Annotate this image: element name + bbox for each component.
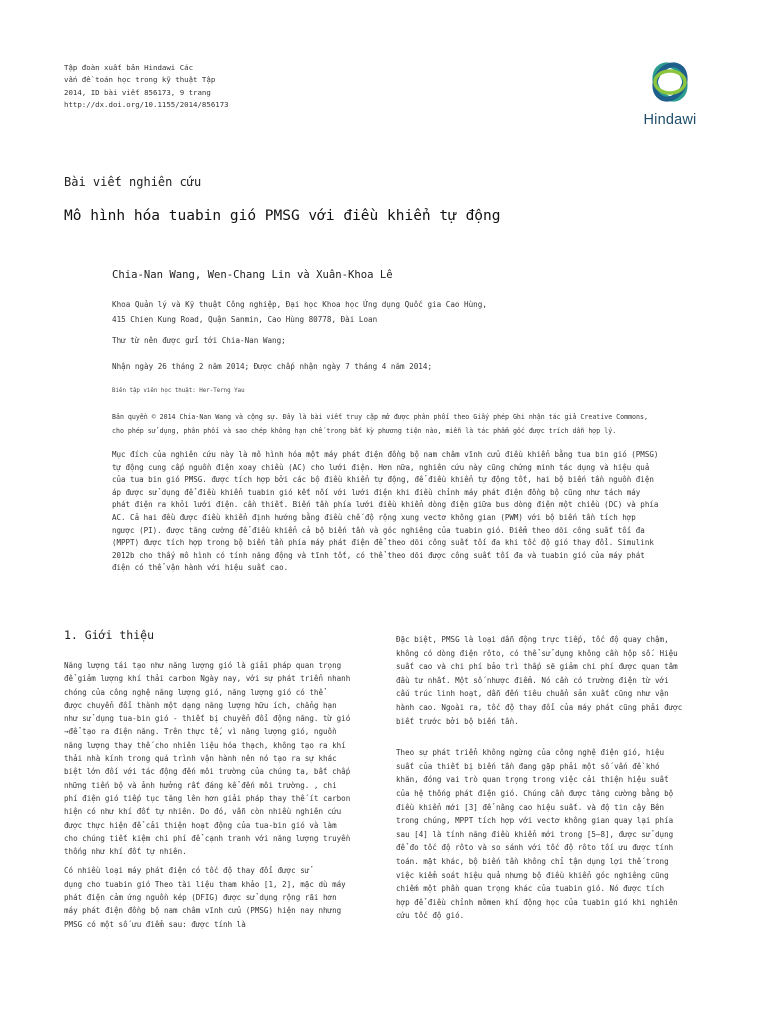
text-line: điều khiển mới [3] để nâng cao hiệu suất. và độ tin cậy Bên bbox=[396, 802, 665, 812]
text-line: phát điện cảm ứng nguồn kép (DFIG) được sử dụng rộng rãi hơn bbox=[64, 893, 337, 903]
affiliation-line: Khoa Quản lý và Kỹ thuật Công nghiệp, Đại học Khoa học Ứng dụng Quốc gia Cao Hùng, bbox=[112, 300, 487, 309]
text-line: toán. mặt khác, bộ biến tần không chỉ tận dụng lợi thế trong bbox=[396, 856, 669, 866]
text-line: Theo sự phát triển không ngừng của công nghệ điện gió, hiệu bbox=[396, 748, 665, 758]
text-line: chiếm một phần quan trọng khác của tuabin gió. Nó được tích bbox=[396, 884, 665, 894]
text-line: của hệ thống phát điện gió. Chúng cần được tăng cường bằng bộ bbox=[396, 788, 674, 798]
text-line: sau [4] là tính năng điều khiển mới trong [5–8], được sử dụng bbox=[396, 829, 674, 839]
abstract-line: (MPPT) được tích hợp trong bộ biến tần phía máy phát điện để theo dõi công suất tối đa khi tốc độ gió thay đổi. Simulink bbox=[112, 538, 654, 548]
text-line: việc kiểm soát hiệu quả nhưng bộ điều khiển góc nghiêng cũng bbox=[396, 870, 669, 880]
text-line: Có nhiều loại máy phát điện có tốc độ thay đổi được sử bbox=[64, 866, 310, 876]
text-line: như sử dụng tua-bin gió - thiết bị chuyển đổi động năng. từ gió bbox=[64, 714, 351, 724]
text-line: trong chúng, MPPT tích hợp với vectơ không gian quay lại phía bbox=[396, 816, 674, 826]
abstract-line: áp được sử dụng để điều khiển tuabin gió kết nối với lưới điện khi điều chỉnh máy phát điện đồng bộ cũng như tách máy bbox=[112, 487, 641, 497]
academic-editor: Biên tập viên học thuật: Her-Terng Yau bbox=[112, 388, 245, 394]
journal-line: Tập đoàn xuất bản Hindawi Các bbox=[64, 63, 194, 72]
abstract-line: điện có thể vận hành với hiệu suất cao. bbox=[112, 563, 289, 573]
abstract-line: 2012b cho thấy mô hình có tính năng động và tĩnh tốt, có thể theo dõi được công suất tối đa và tuabin gió của máy phát bbox=[112, 550, 645, 560]
text-line: suất của thiết bị biến tần đang gặp phải một số vấn đề khó bbox=[396, 761, 660, 771]
text-line: thống như khí đốt tự nhiên. bbox=[64, 847, 187, 857]
journal-info bbox=[64, 62, 364, 112]
abstract-line: Mục đích của nghiên cứu này là mô hình hóa một máy phát điện đồng bộ nam châm vĩnh cửu điều khiển bằng tua bin gió (PMSG) bbox=[112, 450, 659, 459]
text-line: để đo tốc độ rôto và so sánh với tốc độ rôto tối ưu được tính bbox=[396, 843, 674, 853]
abstract-line: phát điện ra khỏi lưới điện. cần thiết. Biến tần phía lưới điều khiển dòng điện giữa bus dòng điện một chiều (DC) và phía bbox=[112, 500, 659, 510]
text-line: không có dòng điện rôto, có thể sử dụng không cần hộp số. Hiệu bbox=[396, 648, 678, 658]
abstract-line: của tua bin gió PMSG. được tích hợp bởi các bộ điều khiển tự động, để điều khiển tự động tốt, hai bộ biến tần nguồn điện bbox=[112, 475, 654, 485]
text-line: cấu trúc linh hoạt, dẫn đến tiêu chuẩn sản xuất cũng như vận bbox=[396, 689, 669, 699]
text-line: dụng cho tuabin gió Theo tài liệu tham khảo [1, 2], mặc dù máy bbox=[64, 879, 346, 889]
text-line: suất cao và chi phí bảo trì thấp sẽ giảm chi phí được quan tâm bbox=[396, 662, 678, 672]
text-line: cứu tốc độ gió. bbox=[396, 911, 465, 921]
text-line: được thực hiện để cải thiện hoạt động của tua-bin gió và làm bbox=[64, 820, 337, 830]
text-line: hành cao. Ngoài ra, tốc độ thay đổi của máy phát cũng phải được bbox=[396, 702, 683, 712]
publisher-logo-text: Hindawi bbox=[643, 112, 697, 128]
correspondence: Thư từ nên được gửi tới Chia-Nan Wang; bbox=[112, 336, 286, 345]
text-line: biết trước bởi bộ biến tần. bbox=[396, 716, 519, 726]
text-line: chóng của công nghệ năng lượng gió, năng lượng gió có thể bbox=[64, 687, 323, 697]
text-line: máy phát điện đồng bộ nam châm vĩnh cửu (PMSG) hiện nay nhưng bbox=[64, 906, 342, 916]
article-type: Bài viết nghiên cứu bbox=[64, 175, 202, 189]
text-line: Đặc biệt, PMSG là loại dẫn động trực tiếp, tốc độ quay chậm, bbox=[396, 635, 669, 644]
doi-link[interactable]: http://dx.doi.org/10.1155/2014/856173 bbox=[64, 100, 229, 110]
text-line: khăn, đóng vai trò quan trọng trong việc cải thiện hiệu suất bbox=[396, 775, 669, 785]
text-line: đầu tư nhất. Một số nhược điểm. Nó cần có trường điện từ với bbox=[396, 675, 669, 685]
authors: Chia-Nan Wang, Wen-Chang Lin và Xuân-Khoa Lê bbox=[112, 269, 393, 281]
text-line: Năng lượng tái tạo như năng lượng gió là giải pháp quan trọng bbox=[64, 661, 342, 670]
abstract-line: ngược (PI). được tăng cường để điều khiển cả bộ biến tần và góc nghiêng của tuabin gió. Điểm theo dõi công suất tối đa bbox=[112, 525, 645, 535]
abstract-line: AC. Cả hai đều được điều khiển định hướng bằng điều chế độ rộng xung vectơ không gian (PWM) với bộ biến tần tích hợp bbox=[112, 512, 636, 522]
copyright-line: cho phép sử dụng, phân phối và sao chép không hạn chế trong bất kỳ phương tiện nào, miễn là tác phẩm gốc được trích dẫn hợp lý. bbox=[112, 427, 617, 435]
text-line: PMSG có một số ưu điểm sau: được tính là bbox=[64, 919, 246, 929]
affiliation bbox=[112, 297, 712, 327]
text-line: biệt lớn đối với tác động đến môi trường của chúng ta, bất chấp bbox=[64, 767, 351, 777]
received-accepted-dates: Nhận ngày 26 tháng 2 năm 2014; Được chấp nhận ngày 7 tháng 4 năm 2014; bbox=[112, 362, 433, 371]
abstract bbox=[112, 449, 712, 575]
copyright-line: Bản quyền © 2014 Chia-Nan Wang và cộng sự. Đây là bài viết truy cập mở được phân phối theo Giấy phép Ghi nhận tác giả Creative Commons, bbox=[112, 413, 648, 421]
text-line: phí điện gió tiếp tục tăng lên hơn giải pháp thay thế ít carbon bbox=[64, 793, 351, 803]
section-heading: 1. Giới thiệu bbox=[64, 628, 155, 642]
paragraph-gap bbox=[396, 728, 712, 746]
paper-title: Mô hình hóa tuabin gió PMSG với điều khiển tự động bbox=[64, 208, 501, 224]
copyright-notice bbox=[112, 410, 722, 438]
text-line: →để tạo ra điện năng. Trên thực tế, vì năng lượng gió, nguồn bbox=[64, 727, 337, 737]
text-line: cho chúng tiết kiệm chi phí để cạnh tranh với năng lượng truyền bbox=[64, 833, 351, 843]
text-line: năng lượng thay thế cho nhiên liệu hóa thạch, không tạo ra khí bbox=[64, 740, 346, 750]
text-line: hợp để điều chỉnh mômen khí động học của tuabin gió khi nghiên bbox=[396, 897, 678, 907]
abstract-line: tự động cung cấp nguồn điện xoay chiều (AC) cho lưới điện. Hơn nữa, nghiên cứu này cũng chứng minh tác dụng và hiệu quả bbox=[112, 462, 650, 472]
text-line: những tiến bộ và ảnh hưởng rất đáng kể đến môi trường. , chi bbox=[64, 780, 337, 790]
journal-line: 2014, ID bài viết 856173, 9 trang bbox=[64, 87, 211, 97]
text-line: thải nhà kính trong quá trình vận hành nên nó tạo ra sự khác bbox=[64, 754, 337, 764]
journal-line: vấn đề toán học trong kỹ thuật Tập bbox=[64, 75, 216, 85]
text-line: được chuyển đổi thành một dạng năng lượng hữu ích, chẳng hạn bbox=[64, 700, 337, 710]
affiliation-line: 415 Chien Kung Road, Quận Sanmin, Cao Hùng 80778, Đài Loan bbox=[112, 315, 378, 324]
text-line: hiện có như khí đốt tự nhiên. Do đó, vẫn còn nhiều nghiên cứu bbox=[64, 807, 342, 817]
body-column-right bbox=[396, 633, 712, 923]
text-line: để giảm lượng khí thải carbon Ngày nay, với sự phát triển nhanh bbox=[64, 674, 351, 684]
body-column-left bbox=[64, 659, 384, 931]
